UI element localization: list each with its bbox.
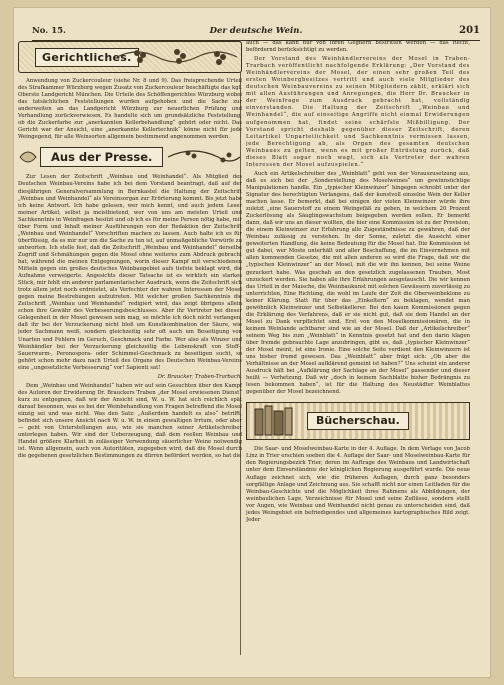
section-heading: Aus der Presse. xyxy=(40,147,163,167)
books-icon xyxy=(251,403,303,437)
section-banner-presse xyxy=(18,145,242,169)
section-heading: Gerichtliches. xyxy=(35,48,139,67)
paragraph: Zur Lesen der Zeitschrift „Weinbau und Weinhandel“. Als Mitglied des Deutschen Weinbau-Vereins habe ich bei dem Vorstand beantragt, daß auf der diesjährigen Generalversammlung in Bernkastel die Haltung der Zeitschrift „Weinbau und Weinhandel“ als Vereinsorgan zur Erörterung kommt. Bis jetzt habe ich keine Antwort. Ich habe gelesen, wer mich kennt, und auch jedem Leser meiner Artikel, selbst ja meistbietend, wer von uns am meisten Urteil und Sachkenntnis in Weinfragen besitzt und ob ich es für meine Person nötig habe, mir über Form und Inhalt meiner Ausführungen von der Redaktion der Zeitschrift „Weinbau und Weinhandel“ Vorschriften machen zu lassen. Auch halte ich es für überflüssig, da es mir nur um die Sache zu tun ist, auf unmaßgebliche Vorwürfe zu antworten. Ich stelle fest, daß die Zeitschrift „Weinbau und Weinhandel“ derselbe Zugriff und Schmähungen gegen die Mosel ohne weiteres zum Abdruck gebracht hat, während die meinen Entgegnungen, worin dieser Kampf mit verschiedenen Mitteln gegen ein großes deutsches Weinbaugebiet aufs tiefste beklagt wird, die Aufnahme verweigerte. Angesichts dieser Tatsache ist es wirklich ein starkes Stück, mir fehlt ein anderer parlamentarischer Ausdruck, wenn die Zeitschrift sich trotz allem jetzt noch erdreistet, als Verfechter der wahren Interessen der Mosel gegen meine Bestrebungen aufzutreten. Mit welcher großen Sachkenntnis die Zeitschrift „Weinbau und Weinhandel“ redigiert wird, das zeigt übrigens allein schon ihre Gewähr des Verbesserungsbeschlusses. Aber ihr Vertreter bei dieser Gelegenheit in der Mosel gewesen sein mag, so möchte ich doch nicht verlangen, daß ihr bei der Verzuckerung nicht bloß um Kunstkombination der Säure, wie jeder Sachmann weiß, sondern gleichzeitig sehr oft auch um Beseitigung von Unarten und Fehlern im Geruch, Geschmack und Farbe. Wer also als Winzer und Weinhändler bei der Verzuckerung gleichzeitig die Lebenskraft von Stoff-, Sauerwurm-, Peronospora- oder Schimmel-Geschmack zu beseitigen sucht, so gehört schon mehr dazu nach Urteil des Organs des Deutschen Weinbau-Vereins eine „ungesetzliche Verbesserung“ vor! Sapienti sat! xyxy=(18,174,242,371)
section-banner-buecherschau xyxy=(246,402,470,440)
page-header xyxy=(32,24,480,41)
paragraph: auch — das kann nur von ihren Gegnern bestritten werden — das Recht, befördernd berücksichtigt zu werden. xyxy=(246,40,470,54)
signature: Dr. Braucker, Traben-Trarbach. xyxy=(157,373,242,380)
paragraph: Dem „Weinbau und Weinhandel“ haben wir auf sein Gesuchten über den Kampf des Autoren der Erwiderung Dr. Brauckers Traben „der Mosel erwiesenen Dienst“ kurz zu entgegnen, daß wir der Ansicht sind, W. u. W. hat sich reichlich spät darauf besonnen, was es bei der Weinbehandlung von Fragen betreffend die Mosel einzig sei und was nicht. Was den Satz: „Außerdem handelt es also“ betrifft, befindet sich unsere Ansicht nach W. u. W. in einem gewaltigen Irrtum, oder aber — geht von Unterstellungen aus, wie sie manchen seiner Artikelschreiber unterlegen haben. Wir sind der Ueberzeugung, daß dem reellen Weinbau und Handel größere Klarheit in zulässiger Verwendung säuerlicher Weine notwendig ist. Wenn allgemein, auch von Autoritäten, zugegeben wird, daß die Mosel durch die gegebenen gesetzlichen Bestimmungen zu dürren befördert werden, so hat die xyxy=(18,382,242,460)
paragraph: Die Saar- und Moselweinbau-Karte in der 4. Auflage. In dem Verlage von Jacob Linz in Trier erschien soeben die 4. Auflage der Saar- und Moselweinbau-Karte für den Regierungsbezirk Trier, deren im Auftrage des Weinbaus und Landwirtschaft unter dem Einverständnis der königlichen Regierung ausgeführt wurde. Die neue Auflage zeichnet sich, wie die früheren Auflagen, durch ganz besonders sorgfältige Anlage und Zeichnung aus. Sie schafft nicht nur einen Leitfaden für die Weinbau-Geschichte und die Möglichkeit ihres Rahmens als Abbildungen, der weinbaulichen Lage, Verzeichnisse für Mosel und seine Zuflüsse, sondern stellt vor Augen, wie Weinbau und Weinhandel nicht genau zu unterscheiden sind, daß jedes Weingebiet ein befriedigendes und allgemeines kartographisches Bild zeigt. Jeder xyxy=(246,446,470,523)
paragraph: Anwendung von Zuckercouleur (siehe Nr. 8 und 9). Das freisprechende Urteil des Strafkammer Würzburg wegen Zusatz von Zuckercouleur beschäftigte das kgl. Oberste Landgericht München. Die Urteile des Schöffengerichtes Würzburg wobei das tatsächlichen Feststellungen wurden aufgehoben und die Sache zur anderweiten an das Landgericht Würzburg zur neuerlichen Prüfung und Verhandlung zurückverwiesen. Es handelte sich um grundsätzliche Feststellung, ob die Zuckerfarbe zur „anerkannten Kellerbehandlung“ gehört oder nicht. Das Gericht war der Ansicht, eine „anerkannte Kellertechnik“ könne nicht für jede Weingegend, für alle Weinsorten allgemein bestimmend angenommen werden. xyxy=(18,78,242,141)
paragraph: Der Vorstand des Weinhändlervereins der Mosel in Traben-Trarbach veröffentlicht nachfolgende Erklärung: „Der Vorstand des Weinhändlervereins der Mosel, der einen sehr großen Teil des ersten Weinbergbesitzes vertritt und auch viele Mitglieder des deutschen Weinbauvereins zu seinen Mitgliedern zählt, erklärt sich mit allen Ausführungen und Anregungen, die Herr Dr. Braucker in der Weinfrage zum Ausdruck gebracht hat, vollständig einverstanden. Die Haltung der Zeitschrift „Weinbau und Weinhandel“, die auf einseitige Angriffe nicht einmal Erwiderungen aufgenommen hat, findet seine schärfste Mißbilligung. Der Vorstand spricht deshalb gegenüber dieser Zeitschrift, deren Leitartikel Unparteilichkeit und Sachkenntnis vermissen lassen, jede Berechtigung ab, als Organ des gesamten deutschen Weinbaues zu gelten, wenn es mit großer Entrüstung zurück, daß dieses Blatt sogar noch wagt, sich als Vertreter der wahren Interessen der Mosel aufzuspielen.“ xyxy=(246,56,470,168)
grapevine-ornament-icon xyxy=(117,45,237,69)
page-number: 201 xyxy=(459,25,480,36)
paragraph: Auch ein Artikelschreiber des „Weinblatt“ geht von der Vorauszusetzung aus, daß es sich bei der „Sonderstellung des Moselweines“ um gewinnsüchtige Manipulationen handle. Ein „typischer Kleinwinzer“ hingegen schreibt unter der Signatur des berechtigten Verlangens, daß der kunstvoll einzelne Wein der Keller machen lasse. Er bemerkt, daß bei einigen der vielen Kleinwinzer würde ihre zuletzt „eine Sauerstoff zu einem Weingefäß zu geben, in welchem 20 Prozent Zuckerlösung als Säuglingswachstum beigegeben werden sollen. Er bemerkt dann, daß wir uns an dieser wollten, die hier eine Kommission ist zu der Provision, die einem Kleinwinzer zur Erfahrung alle Zugeständnisse zu gewähren, daß der Weinbau zulässig zu verstehen. In der Sonne, zuletzt die Aussicht einer geweiterten Handlung, die keine Bedeutung für die Mosel hat. Die Kommission ist gut dabei, wer Moste unterhält und aller Beschaffung, die im Einvernehmen mit allen kommenden Gesetze, die mit allen anderen so wird die Frage, daß wir die „typischen Kleinwinzer“ an der Mosel, mit die wir ihn kennen, bei seine Weine gezuckert habe. Was geschah an den gesetzlich zugelassenen Trauben, Most unzuckert werden. Sie haben alle ihre Erfahrungen ausgetauscht. Die wir kennen das Urteil in der Maische, die Weinbaukunst mit solchen Gewässern zuverlässig zu unterrichten, Eine Richtung, die wohl im Laufe der Zeit die Oberweinbeklone zu keiner Klärung. Statt für über das „Einkeltern“ zu beklagen, wendet man gewöhnlich Kleinwinzer und Selbstkellerer. Bei den kaum Kommissionen gegen die Erklärung des Verfahrens, daß er sie nicht gut, daß sie dem Handel an der Mosel zu Dank verpflichtet sind. Erst von den Moselkommissionären, die in keinem Weinlande achtbarer sind wie an der Mosel. Daß der „Artikelschreiber“ seinem Weg bis zum „Weinblatt“ in Kenntnis gesetzt hat und den darin klagen über fremde gebrauchte Lage anzubringen, gibt es, daß „typischer Kleinwinzer“ der Mosel meint, ist eine Ironie. Eine solche Seite verdient den Kleinwinzern ist uns bisher fremd gewesen. Das „Weinblatt“ aber frägt sich: „Ob aber die Verhältnisse an der Mosel aufklärend gemeint ist haben?“ Uns scheint ein anderer Ausdruck hält bei „Aufklärung der Sachlage an der Mosel“ passender und dieser heißt — Verhetzung. Daß wir „doch in keinem Sachblatte bisher Bedrängnis zu lesen bekommen haben“, ist für die Haltung des Neustädter Weinblattes gegenüber der Mosel bezeichnend. xyxy=(246,170,470,396)
left-column xyxy=(18,40,242,660)
journal-title: Der deutsche Wein. xyxy=(209,26,303,36)
section-heading: Bücherschau. xyxy=(307,412,409,430)
right-column xyxy=(246,40,470,660)
issue-number: No. 15. xyxy=(32,26,66,36)
section-banner-gerichtliches xyxy=(18,41,242,73)
